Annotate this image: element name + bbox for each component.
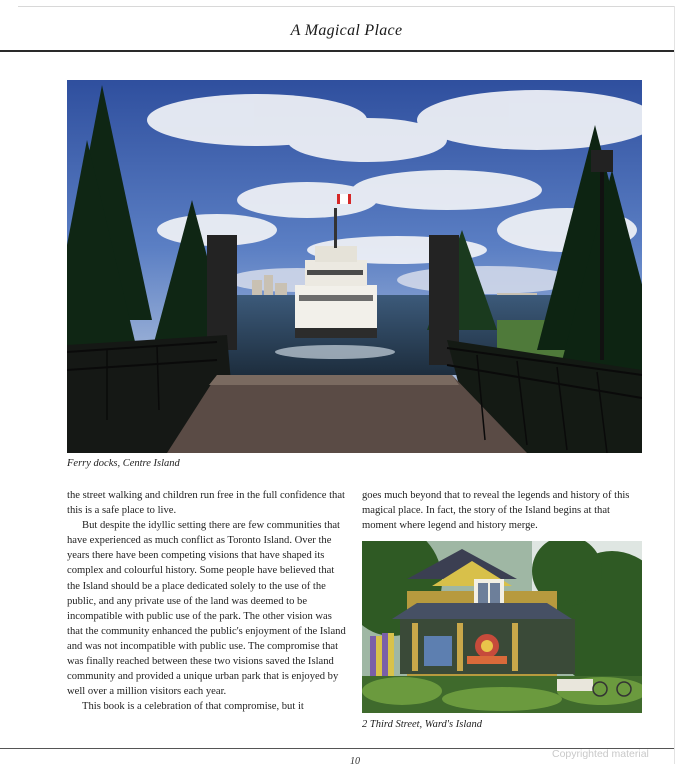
copyright-watermark: Copyrighted material xyxy=(552,748,649,760)
house-caption: 2 Third Street, Ward's Island xyxy=(362,719,482,730)
paragraph: This book is a celebration of that compromise, but it xyxy=(82,701,304,713)
text-column-right xyxy=(362,488,644,533)
ferry-docks-photo xyxy=(67,80,642,453)
running-header-title: A Magical Place xyxy=(290,22,403,39)
page-number: 10 xyxy=(350,756,360,767)
ferry-docks-caption: Ferry docks, Centre Island xyxy=(67,458,180,469)
paragraph: goes much beyond that to reveal the legends and history of this magical place. In fact, the story of the Island begins at that moment where legend and history merge. xyxy=(362,490,630,532)
top-rule xyxy=(18,6,674,7)
text-column-left xyxy=(67,488,347,714)
paragraph: the street walking and children run free in the full confidence that this is a safe place to live. xyxy=(67,490,345,517)
page-edge xyxy=(674,6,675,764)
paragraph: But despite the idyllic setting there are few communities that have experienced as much conflict as Toronto Island. Over the years there have been competing visions that have shaped its complex and colourful history. Some people have believed that the Island should be a place dedicated solely to the use of the public, and any private use of the land was deemed to be incompatible with public use of the park. The other vision was that the community enhanced the public's enjoyment of the Island and was not incompatible with public use. The compromise that was finally reached between these two visions saved the Island community and provided a unique urban park that is enjoyed by well over a million visitors each year. xyxy=(67,520,346,698)
header-rule xyxy=(0,50,674,52)
house-photo xyxy=(362,541,642,713)
